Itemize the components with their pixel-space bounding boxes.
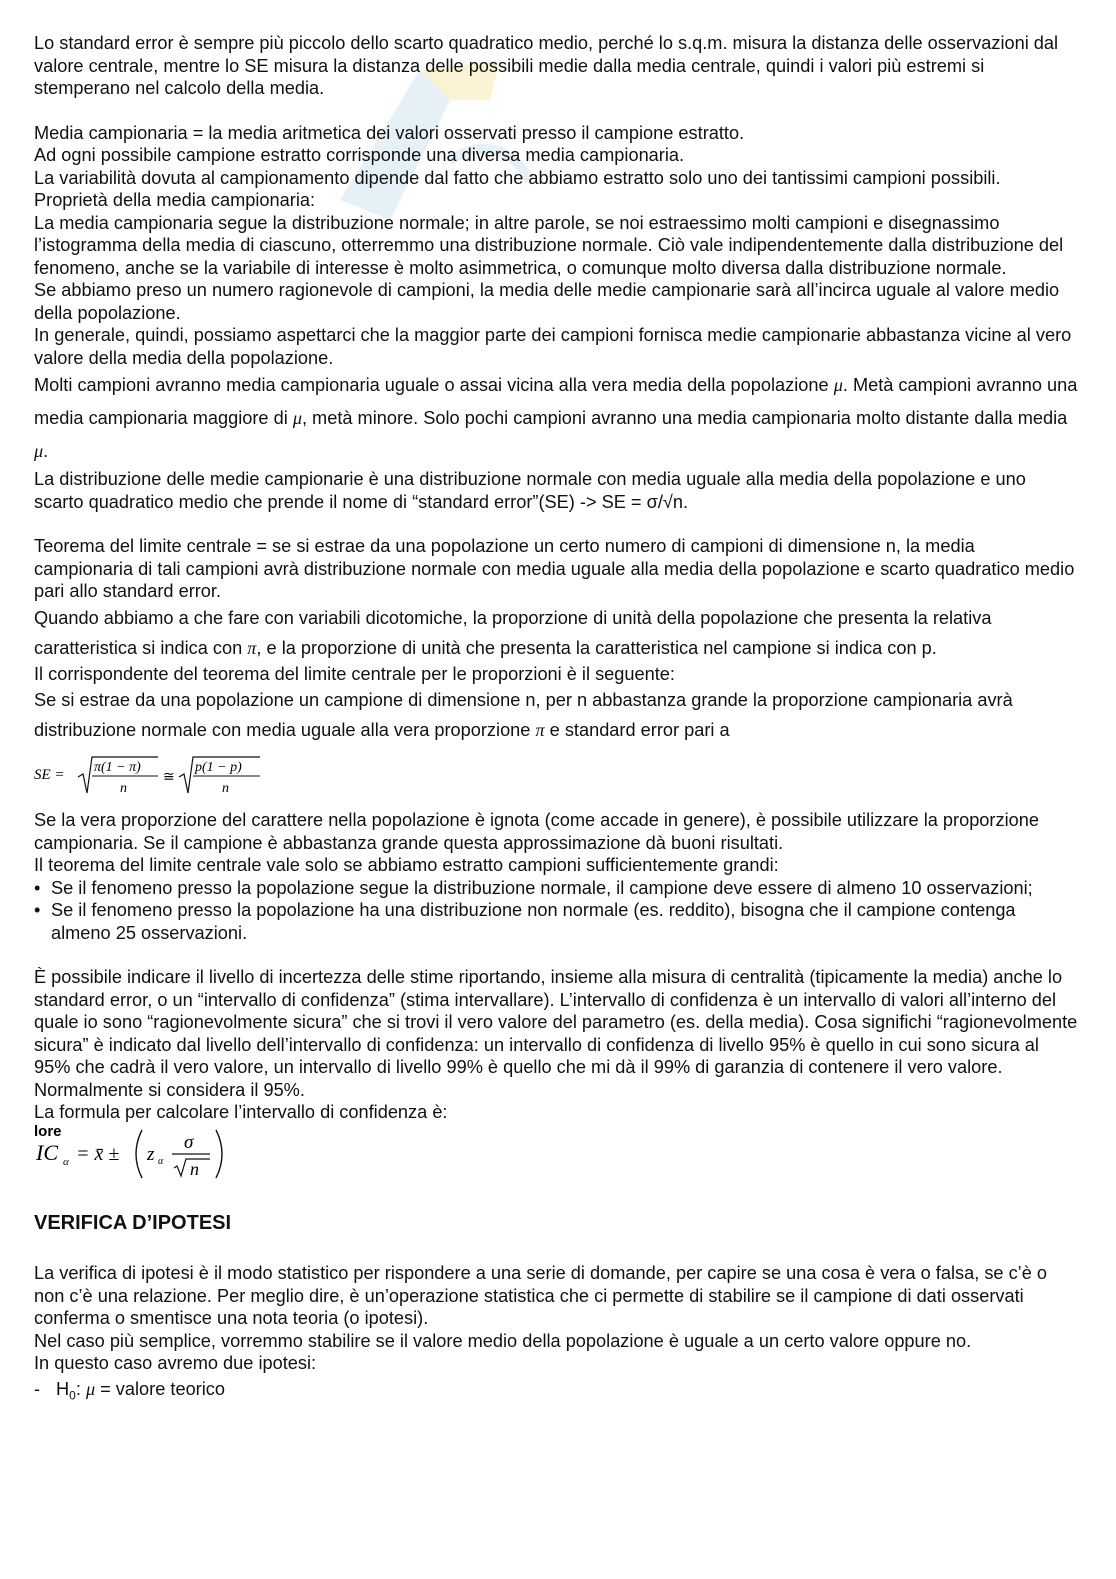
formula-se-den1: n xyxy=(120,781,127,796)
paragraph-proprieta: Proprietà della media campionaria: xyxy=(34,190,316,210)
formula-se-lhs: SE = xyxy=(34,767,65,783)
paragraph-variabili-dicotomiche: Quando abbiamo a che fare con variabili dicotomiche, la proporzione di unità della popolazione che presenta la relativa caratteristica si indica con π, e la proporzione di unità che presenta la caratteristica nel campione si indica con p. xyxy=(34,607,992,658)
list-item: • Se il fenomeno presso la popolazione ha una distribuzione non normale (es. reddito), bisogna che il campione contenga almeno 25 osservazioni. xyxy=(34,899,1078,944)
formula-ic-fragment: lore xyxy=(34,1123,62,1140)
paragraph-in-generale: In generale, quindi, possiamo aspettarci che la maggior parte dei campioni fornisca medie campionarie abbastanza vicine al vero valore della media della popolazione. xyxy=(34,325,1072,368)
section-heading: VERIFICA D’IPOTESI xyxy=(34,1211,232,1234)
paragraph-media-campionaria: Media campionaria = la media aritmetica dei valori osservati presso il campione estratto. xyxy=(34,122,745,143)
formula-ic-num: σ xyxy=(184,1131,194,1153)
mu-symbol: μ xyxy=(292,408,302,428)
formula-ic-lhs: IC xyxy=(36,1139,58,1165)
formula-ic-zsub: α xyxy=(158,1155,164,1167)
formula-ic-sub: α xyxy=(63,1155,69,1168)
paragraph-campione-estratto: Ad ogni possibile campione estratto corrisponde una diversa media campionaria. xyxy=(34,145,685,165)
formula-se-num1: π(1 − π) xyxy=(94,760,141,775)
list-item: - $H_0$: μ = valore teorico xyxy=(34,1378,1078,1407)
formula-ic-eq: = x̄ ± xyxy=(76,1142,120,1165)
formula-ic-den: n xyxy=(190,1158,199,1179)
paragraph-intervallo-confidenza: È possibile indicare il livello di incertezza delle stime riportando, insieme alla misura di centralità (tipicamente la media) anche lo standard error, o un “intervallo di confidenza” (stima intervallare). L’intervallo di confidenza è un intervallo di valori all’interno del quale io sono “ragionevolmente sicura” che si trovi il vero valore del parametro (es. della media). Cosa significhi “ragionevolmente sicura” è indicato dal livello dell’intervallo di confidenza: un intervallo di confidenza di livello 95% è quello in cui sono sicura al 95% che cadrà il vero valore, un intervallo di livello 99% è quello che mi dà il 99% di garanzia di contenere il vero valore. Normalmente si considera il 95%. xyxy=(34,967,1078,1100)
formula-confidence-interval xyxy=(34,1124,1078,1182)
mu-symbol: μ xyxy=(833,375,843,395)
paragraph-variabilita: La variabilità dovuta al campionamento dipende dal fatto che abbiamo estratto solo uno dei tantissimi campioni possibili. xyxy=(34,167,1001,188)
paragraph-corrispondente: Il corrispondente del teorema del limite centrale per le proporzioni è il seguente: xyxy=(34,663,675,684)
paragraph-distribuzione-normale: La media campionaria segue la distribuzione normale; in altre parole, se noi estraessimo molti campioni e disegnassimo l’istogramma della media di ciascuno, otterremmo una distribuzione normale. Ciò vale indipendentemente dalla distribuzione del fenomeno, anche se la variabile di interesse è molto asimmetrica, o comunque molto diversa dalla distribuzione normale. xyxy=(34,212,1064,278)
paragraph-proporzione-campionaria: Se si estrae da una popolazione un campione di dimensione n, per n abbastanza grande la proporzione campionaria avrà distribuzione normale con media uguale alla vera proporzione π e standard error pari a xyxy=(34,690,1013,740)
pi-symbol: π xyxy=(247,637,257,658)
paragraph-standard-error: Lo standard error è sempre più piccolo dello scarto quadratico medio, perché lo s.q.m. misura la distanza delle osservazioni dal valore centrale, mentre lo SE misura la distanza delle possibili medie dalla media centrale, quindi i valori più estremi si stemperano nel calcolo della media. xyxy=(34,33,1059,98)
formula-se-approx: ≅ xyxy=(163,770,175,785)
document-page xyxy=(34,32,1078,1407)
paragraph-caso-semplice: Nel caso più semplice, vorremmo stabilire se il valore medio della popolazione è uguale a un certo valore oppure no. xyxy=(34,1330,972,1351)
pi-symbol: π xyxy=(535,720,545,740)
sample-size-list xyxy=(34,877,1078,945)
mu-symbol: μ xyxy=(85,1378,96,1399)
paragraph-media-delle-medie: Se abbiamo preso un numero ragionevole di campioni, la media delle medie campionarie sarà all’incirca uguale al valore medio della popolazione. xyxy=(34,280,1060,323)
paragraph-teorema-vale: Il teorema del limite centrale vale solo se abbiamo estratto campioni sufficientemente grandi: xyxy=(34,855,779,875)
mu-symbol: μ xyxy=(34,441,44,461)
paragraph-molti-campioni: Molti campioni avranno media campionaria uguale o assai vicina alla vera media della popolazione μ. Metà campioni avranno una media campionaria maggiore di μ, metà minore. Solo pochi campioni avranno una media campionaria molto distante dalla media μ. xyxy=(34,375,1078,461)
list-item: • Se il fenomeno presso la popolazione segue la distribuzione normale, il campione deve essere di almeno 10 osservazioni; xyxy=(34,877,1078,900)
paragraph-due-ipotesi: In questo caso avremo due ipotesi: xyxy=(34,1353,317,1373)
formula-ic-z: z xyxy=(147,1143,155,1165)
paragraph-verifica-ipotesi: La verifica di ipotesi è il modo statistico per rispondere a una serie di domande, per capire se una cosa è vera o falsa, se c’è o non c’è una relazione. Per meglio dire, è un’operazione statistica che ci permette di stabilire se il campione di dati osservati conferma o smentisce una nota teoria (o ipotesi). xyxy=(34,1263,1047,1328)
hypothesis-list xyxy=(34,1378,1078,1407)
paragraph-teorema-limite-centrale: Teorema del limite centrale = se si estrae da una popolazione un certo numero di campioni di dimensione n, la media campionaria di tali campioni avrà distribuzione normale con media uguale alla media della popolazione e scarto quadratico medio pari allo standard error. xyxy=(34,536,1075,601)
paragraph-formula-intro: La formula per calcolare l’intervallo di confidenza è: xyxy=(34,1102,448,1122)
paragraph-vera-proporzione: Se la vera proporzione del carattere nella popolazione è ignota (come accade in genere), è possibile utilizzare la proporzione campionaria. Se il campione è abbastanza grande questa approssimazione dà buoni risultati. xyxy=(34,810,1039,853)
formula-standard-error xyxy=(34,751,1078,797)
paragraph-distribuzione-medie: La distribuzione delle medie campionarie è una distribuzione normale con media uguale alla media della popolazione e uno scarto quadratico medio che prende il nome di “standard error”(SE) -> SE = σ/√n. xyxy=(34,469,1026,512)
formula-se-num2: p(1 − p) xyxy=(195,760,242,775)
formula-se-den2: n xyxy=(222,781,229,796)
